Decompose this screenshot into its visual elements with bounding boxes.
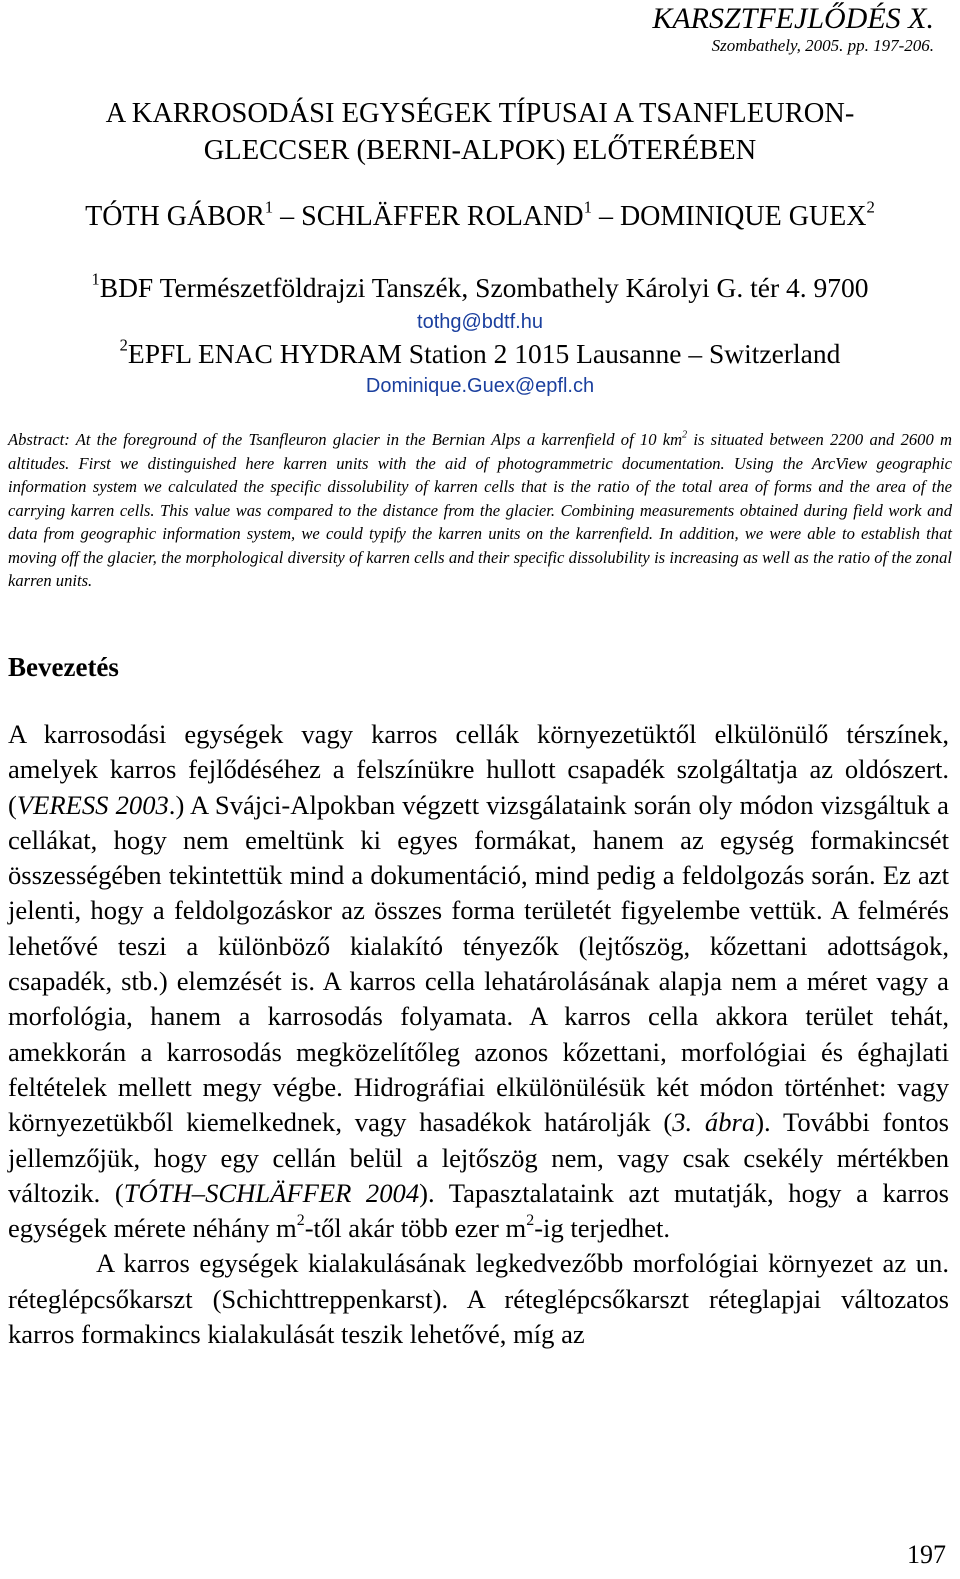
affiliation-mark: 2 bbox=[119, 335, 128, 355]
email-link-2[interactable]: Dominique.Guex@epfl.ch bbox=[365, 375, 595, 397]
superscript: 2 bbox=[526, 1212, 535, 1230]
section-heading: Bevezetés bbox=[8, 652, 119, 682]
abstract bbox=[8, 428, 952, 593]
page-number: 197 bbox=[907, 1540, 946, 1569]
abstract-text: Abstract: At the foreground of the Tsanfleuron glacier in the Bernian Alps a karrenfield of 10 km bbox=[8, 430, 683, 449]
citation: Szombathely, 2005. pp. 197-206. bbox=[711, 36, 934, 55]
journal-title: KARSZTFEJLŐDÉS X. bbox=[652, 2, 934, 35]
author-separator: – bbox=[273, 201, 302, 232]
paragraph-text: ). Tapasztalataink azt mutatják, hogy a karros egységek mérete néhány m bbox=[8, 1177, 949, 1244]
paragraph-1 bbox=[8, 717, 949, 1246]
paragraph-2: A karros egységek kialakulásának legkedvezőbb morfológiai környezet az un. réteglépcsőkarszt (Schichttreppenkarst). A réteglépcsőkarszt réteglapjai változatos karros formakincs kialakulását teszik lehetővé, míg az bbox=[8, 1248, 949, 1350]
body-text bbox=[8, 717, 949, 1352]
paper-title-line-1: A KARROSODÁSI EGYSÉGEK TÍPUSAI A TSANFLEURON- bbox=[105, 98, 855, 129]
affiliation-text: BDF Természetföldrajzi Tanszék, Szombathely Károlyi G. tér 4. 9700 bbox=[99, 272, 869, 303]
paragraph-text: .) A Svájci-Alpokban végzett vizsgálataink során oly módon vizsgáltuk a cellákat, hogy nem emeltünk ki egyes formákat, hanem az egység formakincsét összességében tekintettük mind a dokumentáció, mind pedig a feldolgozás során. Ez azt jelenti, hogy a feldolgozáskor az összes forma területét figyelembe vettük. A felmérés lehetővé teszi a különböző kialakító tényezők (lejtőszög, kőzettani adottságok, csapadék, stb.) elemzését is. A karros cella lehatárolásának alapja nem a méret vagy a morfológia, hanem a karrosodás folyamata. A karros cella akkora terület tehát, amekkorán a karrosodás megközelítőleg azonos kőzettani, morfológiai és éghajlati feltételek mellett megy végbe. Hidrográfiai elkülönülésük két módon történhet: vagy környezetükből kiemelkednek, vagy hasadékok határolják ( bbox=[8, 789, 949, 1138]
author-affiliation-mark: 1 bbox=[583, 197, 592, 217]
figure-reference: 3. ábra bbox=[672, 1107, 756, 1138]
author-name: SCHLÄFFER ROLAND bbox=[301, 201, 584, 232]
abstract-text: is situated between 2200 and 2600 m altitudes. First we distinguished here karren units with the aid of photogrammetric documentation. Using the ArcView geographic information system we calculated the specific dissolubility of karren cells that is the ratio of the total area of forms and the area of the carrying karren cells. This value was compared to the distance from the glacier. Combining measurements obtained during field work and data from geographic information system, we could typify the karren units on the karrenfield. In addition, we were able to establish that moving off the glacier, the morphological diversity of karren cells and their specific dissolubility is increasing as well as the ratio of the zonal karren units. bbox=[8, 430, 952, 590]
email-link-1[interactable]: tothg@bdtf.hu bbox=[417, 311, 543, 333]
citation-toth-schlaffer: TÓTH–SCHLÄFFER 2004 bbox=[123, 1177, 420, 1208]
paragraph-text: -ig terjedhet. bbox=[534, 1213, 671, 1244]
citation-veress: VERESS 2003 bbox=[16, 789, 169, 820]
author-affiliation-mark: 1 bbox=[264, 197, 274, 217]
paragraph-text: -től akár több ezer m bbox=[304, 1213, 527, 1244]
author-name: TÓTH GÁBOR bbox=[85, 201, 265, 232]
abstract-superscript: 2 bbox=[682, 429, 688, 441]
author-name: DOMINIQUE GUEX bbox=[619, 201, 867, 232]
paragraph-text: A karrosodási egységek vagy karros cellák környezetüktől elkülönülő térszínek, amelyek karros fejlődéséhez a felszínükre hullott csapadék szolgáltatja az oldószert. ( bbox=[8, 719, 949, 820]
author-affiliation-mark: 2 bbox=[866, 197, 875, 217]
superscript: 2 bbox=[296, 1212, 305, 1230]
affiliation-1 bbox=[0, 269, 960, 304]
author-separator: – bbox=[591, 201, 620, 232]
paper-title-line-2: GLECCSER (BERNI-ALPOK) ELŐTERÉBEN bbox=[203, 135, 757, 166]
affiliation-2 bbox=[0, 335, 960, 370]
paragraph-text: ). További fontos jellemzőjük, hogy egy cellán belül a lejtőszög nem, vagy csak csekély mértékben változik. ( bbox=[8, 1107, 950, 1208]
affiliation-mark: 1 bbox=[91, 269, 100, 289]
author-list bbox=[0, 197, 960, 234]
affiliation-text: EPFL ENAC HYDRAM Station 2 1015 Lausanne – Switzerland bbox=[127, 338, 841, 369]
